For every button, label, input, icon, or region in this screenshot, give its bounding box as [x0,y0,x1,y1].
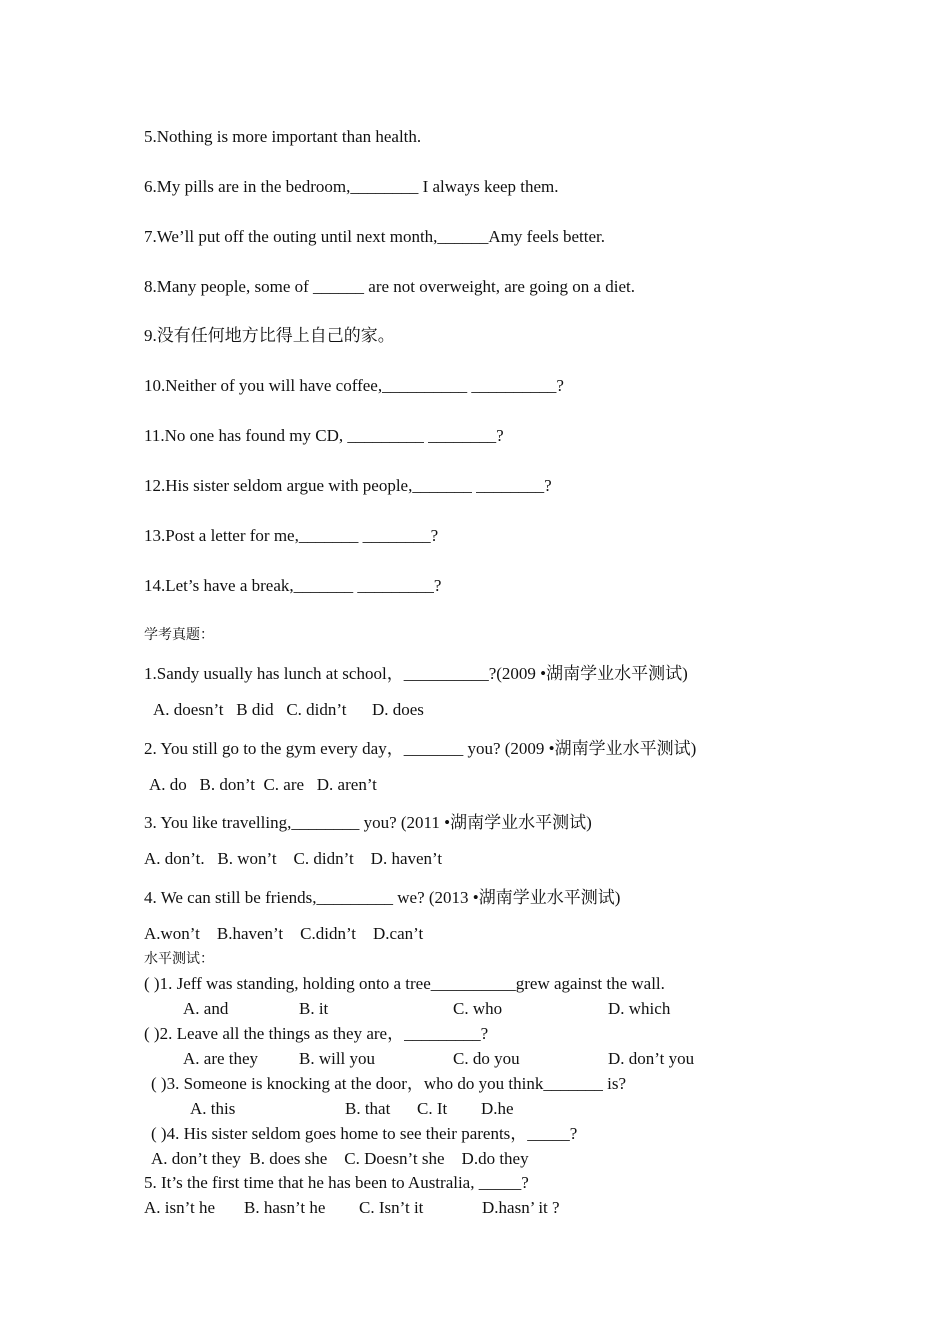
exam-options-4: A.won’t B.haven’t C.didn’t D.can’t [144,924,424,943]
exam-options-3: A. don’t. B. won’t C. didn’t D. haven’t [144,849,443,868]
level-question-4: ( )4. His sister seldom goes home to see their parents，_____? [151,1124,578,1143]
exam-options-1: A. doesn’t B did C. didn’t D. does [153,700,424,719]
level-q2-option-d: D. don’t you [608,1049,695,1068]
level-q3-option-d: D.he [481,1099,514,1118]
exam-question-3: 3. You like travelling,________ you? (2011 •湖南学业水平测试) [144,813,592,832]
level-q1-option-b: B. it [299,999,329,1018]
section-title-exam: 学考真题： [144,627,214,643]
exercise-14: 14.Let’s have a break,_______ _________? [144,576,442,595]
level-q1-option-c: C. who [453,999,503,1018]
exam-question-4: 4. We can still be friends,_________ we? (2013 •湖南学业水平测试) [144,888,621,907]
level-question-3: ( )3. Someone is knocking at the door，who do you think_______ is? [151,1074,627,1093]
exercise-6: 6.My pills are in the bedroom,________ I always keep them. [144,177,559,196]
level-q2-option-b: B. will you [299,1049,376,1068]
exercise-8: 8.Many people, some of ______ are not overweight, are going on a diet. [144,277,635,296]
level-question-1: ( )1. Jeff was standing, holding onto a tree__________grew against the wall. [144,974,665,993]
level-q5-option-d: D.hasn’ it ? [482,1198,560,1217]
exam-question-2: 2. You still go to the gym every day，_______ you? (2009 •湖南学业水平测试) [144,739,697,758]
level-q5-option-b: B. hasn’t he [244,1198,326,1217]
exam-options-2: A. do B. don’t C. are D. aren’t [149,775,377,794]
exercise-12: 12.His sister seldom argue with people,_______ ________? [144,476,552,495]
section-title-level: 水平测试： [144,951,214,967]
level-q3-option-a: A. this [190,1099,236,1118]
level-q2-option-a: A. are they [183,1049,259,1068]
level-q4-options: A. don’t they B. does she C. Doesn’t she D.do they [151,1149,529,1168]
level-q2-option-c: C. do you [453,1049,520,1068]
level-q5-option-c: C. Isn’t it [359,1198,424,1217]
exercise-5: 5.Nothing is more important than health. [144,127,422,146]
exercise-11: 11.No one has found my CD, _________ ________? [144,426,504,445]
level-q1-option-d: D. which [608,999,671,1018]
exam-question-1: 1.Sandy usually has lunch at school，__________?(2009 •湖南学业水平测试) [144,664,688,683]
exercise-13: 13.Post a letter for me,_______ ________? [144,526,439,545]
level-question-2: ( )2. Leave all the things as they are，_________? [144,1024,489,1043]
level-q1-option-a: A. and [183,999,229,1018]
level-q3-option-b: B. that [345,1099,391,1118]
level-q3-option-c: C. It [417,1099,448,1118]
exercise-10: 10.Neither of you will have coffee,__________ __________? [144,376,564,395]
exercise-9: 9.没有任何地方比得上自己的家。 [144,326,395,345]
level-q5-option-a: A. isn’t he [144,1198,215,1217]
level-question-5: 5. It’s the first time that he has been to Australia, _____? [144,1173,529,1192]
exercise-7: 7.We’ll put off the outing until next month,______Amy feels better. [144,227,606,246]
